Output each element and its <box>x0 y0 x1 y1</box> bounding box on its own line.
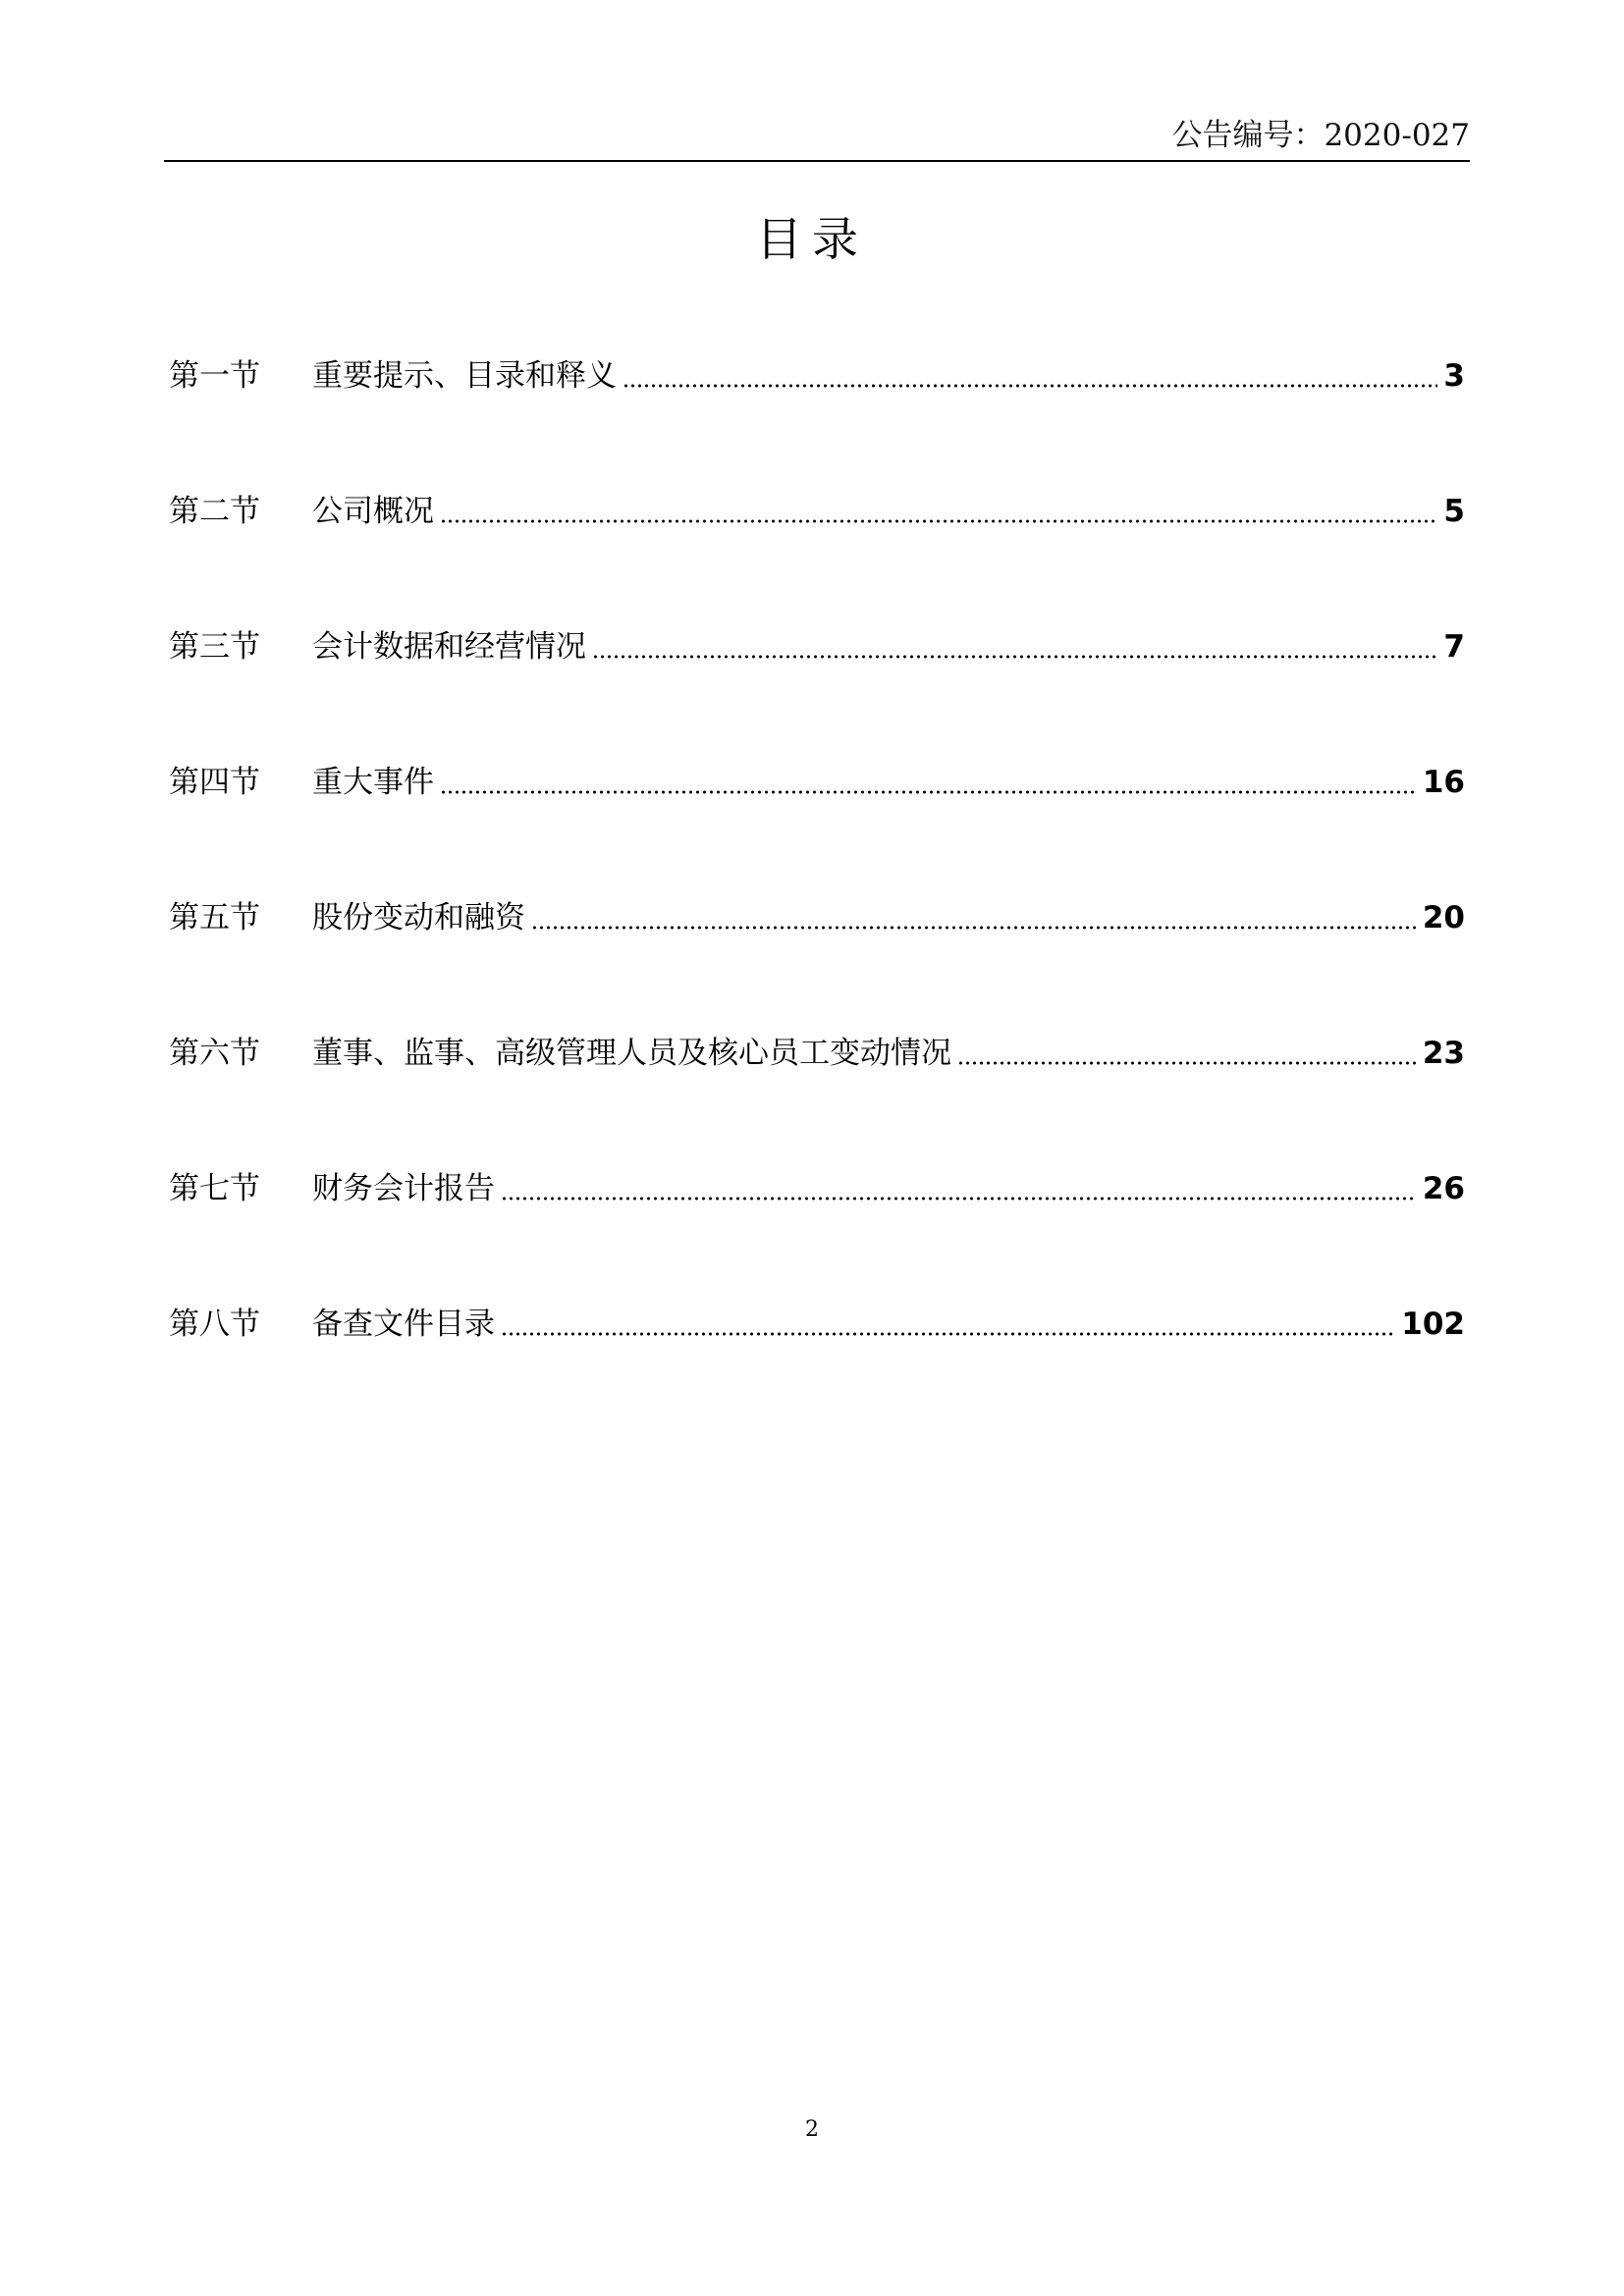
toc-dot-leader <box>957 1061 1417 1065</box>
toc-dot-leader <box>501 1197 1417 1201</box>
announcement-number: 公告编号：2020-027 <box>1171 118 1470 153</box>
toc-entry-2[interactable] <box>169 491 1465 532</box>
toc-entry-title: 重要提示、目录和释义 <box>312 358 617 394</box>
toc-entry-title: 股份变动和融资 <box>312 900 525 935</box>
toc-page-number: 20 <box>1422 900 1465 935</box>
toc-entry-title: 备查文件目录 <box>312 1307 495 1342</box>
toc-page-number: 16 <box>1422 765 1465 800</box>
toc-entry-title: 会计数据和经营情况 <box>312 629 586 665</box>
toc-entry-7[interactable] <box>169 1168 1465 1209</box>
toc-section-label: 第七节 <box>169 1171 260 1206</box>
toc-entry-5[interactable] <box>169 897 1465 938</box>
toc-entry-1[interactable] <box>169 355 1465 397</box>
toc-dot-leader <box>623 384 1437 388</box>
toc-section-label: 第四节 <box>169 765 260 800</box>
toc-entry-4[interactable] <box>169 762 1465 803</box>
toc-page-number: 26 <box>1422 1171 1465 1206</box>
toc-page-number: 3 <box>1443 358 1465 394</box>
toc-section-label: 第六节 <box>169 1036 260 1071</box>
page-title: 目录 <box>756 213 868 267</box>
toc-dot-leader <box>440 790 1417 794</box>
toc-page-number: 7 <box>1443 629 1465 665</box>
toc-page-number: 5 <box>1443 494 1465 529</box>
toc-entry-title: 公司概况 <box>312 494 434 529</box>
toc-dot-leader <box>592 655 1437 659</box>
toc-entry-6[interactable] <box>169 1033 1465 1074</box>
toc-section-label: 第二节 <box>169 494 260 529</box>
toc-page-number: 23 <box>1422 1036 1465 1071</box>
toc-section-label: 第三节 <box>169 629 260 665</box>
toc-entry-3[interactable] <box>169 626 1465 667</box>
toc-dot-leader <box>440 519 1437 523</box>
toc-page-number: 102 <box>1401 1307 1465 1342</box>
toc-entry-title: 重大事件 <box>312 765 434 800</box>
page-number: 2 <box>805 2117 819 2142</box>
toc-entry-title: 董事、监事、高级管理人员及核心员工变动情况 <box>312 1036 951 1071</box>
toc-entry-title: 财务会计报告 <box>312 1171 495 1206</box>
toc-dot-leader <box>531 926 1417 930</box>
table-of-contents <box>169 355 1465 1439</box>
toc-section-label: 第五节 <box>169 900 260 935</box>
header-divider <box>164 160 1470 162</box>
toc-entry-8[interactable] <box>169 1304 1465 1345</box>
toc-section-label: 第一节 <box>169 358 260 394</box>
toc-dot-leader <box>501 1332 1395 1336</box>
toc-section-label: 第八节 <box>169 1307 260 1342</box>
